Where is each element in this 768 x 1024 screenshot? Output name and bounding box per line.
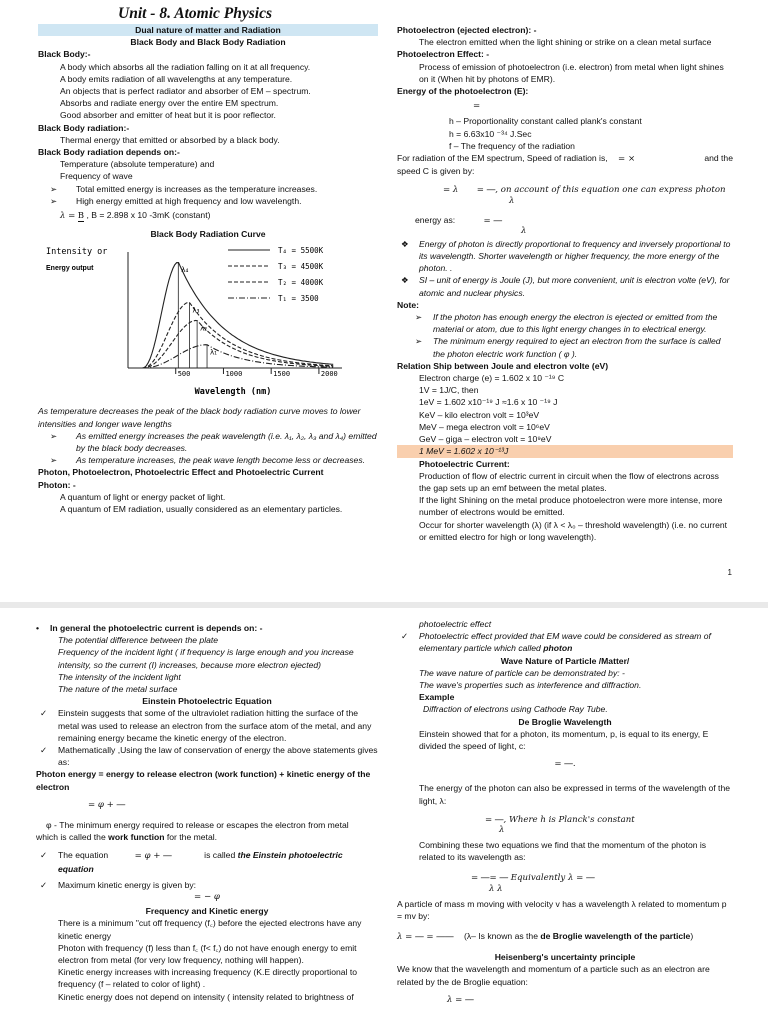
einstein-equation-inline: = φ + ― (134, 851, 172, 862)
de-broglie-heading: De Broglie Wavelength (518, 716, 612, 727)
text-line: SI – unit of energy is Joule (J), but more convenient, unit is electron volte (eV), for atomic and nuclear physics. (419, 275, 730, 298)
text-line: Photon with frequency (f) less than f꜀ (f< f꜀) do not have enough energy to emit electron from metal (for very low frequency, nothing will happen). (58, 942, 357, 966)
photon-energy-wavelength-equation (397, 214, 733, 236)
text-line: High energy emitted at high frequency and low wavelength. (76, 195, 302, 206)
page-number: 1 (727, 568, 732, 577)
text-line: The electron emitted when the light shining or strike on a clean metal surface (419, 37, 712, 48)
text-line: The nature of the metal surface (58, 684, 178, 695)
dot-bullet-item (36, 622, 378, 634)
photoelectron-effect-heading: Photoelectron Effect: - (397, 49, 490, 60)
einstein-equation-name: the Einstein photoelectric equation (58, 850, 343, 874)
check-icon: ✓ (40, 879, 48, 890)
text-line: Occur for shorter wavelength (λ) (if λ < λ₀ – threshold wavelength) (i.e. no current or emitted electro for high or long wavelength). (419, 519, 728, 542)
text-line: We know that the wavelength and momentum of a particle such as an electron are related by the de Broglie equation: (397, 964, 710, 987)
text-line: Diffraction of electrons using Cathode Ray Tube. (423, 704, 608, 715)
text-line: photoelectric effect (419, 619, 492, 629)
y-axis-label: Intensity or (46, 247, 108, 258)
arrow-bullet-icon: ➢ (415, 312, 423, 323)
joule-ev-heading: Relation Ship between Joule and electron volte (eV) (397, 360, 609, 371)
black-body-curve-svg (38, 240, 378, 405)
current-factors-list (36, 634, 378, 695)
text-fragment: The equation (58, 850, 109, 861)
section-banner: Dual nature of matter and Radiation (38, 24, 378, 36)
arrow-bullet-item (397, 311, 733, 335)
wave-nature-list (397, 667, 733, 691)
x-tick-label: 500 (177, 370, 191, 379)
check-icon: ✓ (40, 745, 48, 756)
equation-denominator: λ (521, 225, 527, 236)
page-title: Unit - 8. Atomic Physics (118, 5, 272, 22)
equation-denominator: λ (499, 825, 505, 836)
heisenberg-equation: λ = ― (447, 994, 474, 1005)
text-line: Thermal energy that emitted or absorbed by a black body. (60, 134, 280, 145)
frequency-ke-heading: Frequency and Kinetic energy (145, 906, 269, 917)
x-tick-label: 2000 (320, 370, 338, 379)
momentum-equation: = ―. (554, 759, 576, 770)
photon-energy-statement: Photon energy = energy to release electron (work function) + kinetic energy of the electron (36, 769, 371, 792)
text-fragment: ) (690, 931, 694, 942)
check-icon: ✓ (40, 708, 48, 719)
max-ke-equation: = − φ (194, 892, 220, 903)
photoelectric-current-heading: Photoelectric Current: (419, 458, 510, 469)
planck-definitions (397, 115, 733, 152)
text-line: The minimum energy required to eject an electron from the surface is called the photon electric work function ( φ ). (433, 336, 721, 359)
text-line: Einstein suggests that some of the ultraviolet radiation hitting the surface of the metal was used to release an electron from the surface atom of the metal, and any remaining energy became the kinetic energy of the electron. (58, 708, 372, 743)
photoelectric-current-list (397, 470, 733, 543)
check-bullet-item (36, 849, 378, 874)
curve-title: Black Body Radiation Curve (150, 229, 266, 240)
example-heading: Example (419, 692, 455, 703)
wave-speed-equation (397, 183, 733, 205)
page1-left-column (38, 24, 378, 515)
arrow-bullet-icon: ➢ (415, 336, 423, 347)
text-line: In general the photoelectric current is depends on: - (50, 623, 263, 633)
peak-label: λ₃ (192, 306, 200, 315)
text-fragment: which is called the (36, 832, 109, 843)
highlighted-conversion: 1 MeV = 1.602 x 10⁻¹³J (397, 445, 733, 457)
heisenberg-heading: Heisenberg's uncertainty principle (494, 952, 636, 963)
arrow-bullet-icon: ➢ (50, 430, 58, 441)
text-line: φ - The minimum energy required to release or escapes the electron from metal (46, 820, 349, 831)
black-body-definition-list (38, 61, 378, 122)
text-line: Kinetic energy does not depend on intensity ( intensity related to brightness of (58, 991, 354, 1002)
arrow-bullet-item (38, 454, 378, 466)
text-line: The intensity of the incident light (58, 671, 181, 682)
text-line: Einstein showed that for a photon, its momentum, p, is equal to its energy, E divided the speed of light, c: (419, 728, 709, 752)
equation-part: = ― (483, 215, 503, 226)
equation-lhs: λ = (60, 211, 76, 222)
black-body-radiation-heading: Black Body radiation:- (38, 122, 130, 133)
equation-part: λ = ― = ―― (397, 932, 454, 943)
equation-text: , B = 2.898 x 10 -3mK (constant) (86, 210, 211, 221)
photoelectron-heading: Photoelectron (ejected electron): - (397, 25, 537, 35)
check-bullet-item (397, 630, 733, 654)
photon-energy-equation: = (473, 101, 481, 112)
equation-denominator: λ λ (489, 883, 503, 894)
work-function-term: work function (108, 832, 165, 843)
page-2 (0, 608, 768, 1024)
x-axis-label: Wavelength (nm) (194, 387, 272, 398)
text-fragment: (λ– Is known as the (463, 931, 541, 942)
text-line: Energy of photon is directly proportional to frequency and inversely proportional to its wavelength. Shorter wavelength or higher frequency, the more energy of the photon. . (419, 238, 731, 274)
joule-ev-list (397, 372, 733, 445)
text-line: Frequency of the incident light ( if frequency is large enough and you increase intensity, so the current (I) increases, because more electron ejected) (58, 647, 354, 670)
photoelectron-energy-heading: Energy of the photoelectron (E): (397, 86, 529, 97)
page1-right-column (397, 24, 733, 543)
text-line: There is a minimum "cut off frequency (f꜀) before the ejected electrons have any kinetic energy (58, 918, 362, 941)
check-bullet-item (36, 707, 378, 744)
x-tick-label: 1000 (225, 370, 243, 379)
frequency-ke-list (36, 917, 378, 1002)
y-axis-label: Energy output (46, 265, 94, 273)
legend-label: T₃ = 4500K (278, 262, 324, 272)
de-broglie-equation (397, 930, 733, 943)
text-line: Total emitted energy is increases as the temperature increases. (76, 183, 318, 194)
arrow-bullet-item (38, 195, 378, 207)
text-line: A body which absorbs all the radiation falling on it at all frequency. (60, 61, 311, 72)
work-function-definition (36, 819, 378, 843)
text-line: For radiation of the EM spectrum, Speed of radiation is, (397, 153, 608, 164)
text-fragment: for the metal. (164, 832, 218, 843)
text-fragment: Photoelectric effect provided that EM wave could be considered as stream of elementary particle which called (419, 631, 711, 654)
text-line: The potential difference between the plate (58, 635, 219, 646)
arrow-bullet-icon: ➢ (50, 195, 58, 206)
text-line: Absorbs and radiate energy over the entire EM spectrum. (60, 98, 279, 109)
photon-label: Photon: - (38, 479, 76, 490)
text-line: The wave nature of particle can be demonstrated by: - (419, 667, 625, 678)
text-line: MeV – mega electron volt = 10⁶eV (419, 421, 550, 432)
text-line: Maximum kinetic energy is given by: (58, 879, 197, 890)
text-line: If the light Shining on the metal produce photoelectron were more intense, more number of electrons would be emitted. (419, 495, 723, 518)
page2-left-column (36, 622, 378, 1003)
note-heading: Note: (397, 299, 419, 310)
legend-label: T₁ = 3500 (278, 294, 319, 304)
equation-numerator: B (77, 211, 85, 222)
text-line: 1eV = 1.602 x10⁻¹⁹ J ≈1.6 x 10 ⁻¹⁹ J (419, 397, 558, 408)
section-subheading: Black Body and Black Body Radiation (130, 37, 286, 48)
equation-part: = ―= ― Equivalently λ = ― (471, 873, 595, 884)
equation-part: = λ (443, 185, 459, 196)
check-bullet-item (36, 744, 378, 768)
energy-wavelength-equation (397, 813, 733, 835)
speed-equation: = × (618, 154, 636, 165)
text-line: Temperature (absolute temperature) and (60, 159, 215, 170)
text-line: h = 6.63x10 ⁻³⁴ J.Sec (449, 128, 532, 139)
text-line: Process of emission of photoelectron (i.e. electron) from metal when light shines on it (When hit by photons of EMR). (419, 61, 724, 84)
photon-definition-list (38, 491, 378, 515)
page2-right-column (397, 618, 733, 1006)
peak-label: λ₄ (181, 266, 189, 275)
text-line: f – The frequency of the radiation (449, 140, 575, 151)
text-line: An objects that is perfect radiator and absorber of EM – spectrum. (60, 86, 311, 97)
depends-on-heading: Black Body radiation depends on:- (38, 147, 180, 158)
peak-label: λ₂ (200, 324, 208, 333)
legend-label: T₂ = 4000K (278, 278, 324, 288)
black-body-heading: Black Body:- (38, 49, 91, 60)
text-line: If the photon has enough energy the electron is ejected or emitted from the material or atom, due to this light energy changes in to electrical energy. (433, 312, 718, 335)
dot-bullet-icon: • (36, 623, 40, 633)
depends-on-list (38, 158, 378, 182)
text-line: A quantum of EM radiation, usually considered as an elementary particles. (60, 504, 343, 515)
text-line: Mathematically ,Using the law of conservation of energy the above statements gives as: (58, 745, 378, 768)
text-line: A body emits radiation of all wavelengths at any temperature. (60, 73, 293, 84)
text-line: Combining these two equations we find that the momentum of the photon is related to its wavelength as: (419, 840, 707, 863)
wave-nature-heading: Wave Nature of Particle /Matter/ (500, 655, 630, 666)
black-body-curve-chart (38, 240, 378, 405)
arrow-bullet-item (38, 430, 378, 454)
equation-part: = ―, on account of this equation one can express photon (476, 185, 726, 196)
arrow-bullet-icon: ➢ (50, 183, 58, 194)
text-line: A particle of mass m moving with velocity v has a wavelength λ related to momentum p = mv by: (397, 898, 727, 921)
text-line: As emitted energy increases the peak wavelength (i.e. λ₁, λ₂, λ₃ and λ₄) emitted by the black body decreases. (76, 430, 377, 454)
check-icon: ✓ (40, 850, 48, 861)
arrow-bullet-item (38, 183, 378, 195)
photon-section-heading: Photon, Photoelectron, Photoelectric Effect and Photoelectric Current (38, 467, 324, 478)
text-line: As temperature increases, the peak wave length become less or decreases. (76, 455, 365, 466)
equation-denominator: λ (509, 195, 515, 206)
text-line: h – Proportionality constant called plank's constant (449, 116, 642, 127)
text-line: A quantum of light or energy packet of light. (60, 491, 226, 502)
check-bullet-item (36, 879, 378, 891)
wien-law-equation (38, 209, 378, 222)
text-line: KeV – kilo electron volt = 10³eV (419, 409, 540, 420)
text-line: energy as: (415, 214, 456, 225)
text-line: Electron charge (e) = 1.602 x 10 ⁻¹⁹ C (419, 373, 565, 384)
equation-part: = ―, Where h is Planck's constant (485, 814, 635, 825)
text-line: Kinetic energy increases with increasing frequency (K.E directly proportional to frequency (f – related to color of light) . (58, 967, 358, 990)
diamond-bullet-icon: ❖ (401, 238, 409, 249)
diamond-bullet-item (397, 238, 733, 275)
arrow-bullet-item (397, 335, 733, 359)
photon-term: photon (543, 643, 573, 654)
de-broglie-term: de Broglie wavelength of the particle (540, 931, 691, 942)
text-line: Production of flow of electric current in circuit when the flow of electrons across the gap sets up an emf between the metal plates. (419, 470, 719, 493)
legend-label: T₄ = 5500K (278, 246, 324, 256)
text-line: GeV – giga – electron volt = 10⁹eV (419, 434, 552, 445)
peak-label: λ₁ (210, 349, 217, 358)
text-line: The energy of the photon can also be expressed in terms of the wavelength of the light, λ: (419, 783, 731, 806)
text-line: speed C is given by: (397, 166, 475, 177)
text-line: Frequency of wave (60, 171, 133, 182)
curve-explanation: As temperature decreases the peak of the black body radiation curve moves to lower intensities and longer wave lengths (38, 406, 361, 429)
text-line: and the (704, 153, 733, 164)
einstein-equation: = φ + ― (88, 799, 126, 810)
diamond-bullet-item (397, 274, 733, 298)
momentum-wavelength-equation (397, 871, 733, 893)
einstein-heading: Einstein Photoelectric Equation (142, 696, 272, 707)
text-line: 1V = 1J/C, then (419, 385, 479, 396)
text-line: The wave's properties such as interference and diffraction. (419, 680, 642, 691)
arrow-bullet-icon: ➢ (50, 455, 58, 466)
x-tick-label: 1500 (273, 370, 291, 379)
em-speed-line (397, 152, 733, 165)
text-fragment: is called (204, 850, 238, 861)
text-line: Good absorber and emitter of heat but it is poor reflector. (60, 110, 276, 121)
diamond-bullet-icon: ❖ (401, 275, 409, 286)
check-icon: ✓ (401, 631, 409, 642)
text-line (36, 831, 378, 843)
